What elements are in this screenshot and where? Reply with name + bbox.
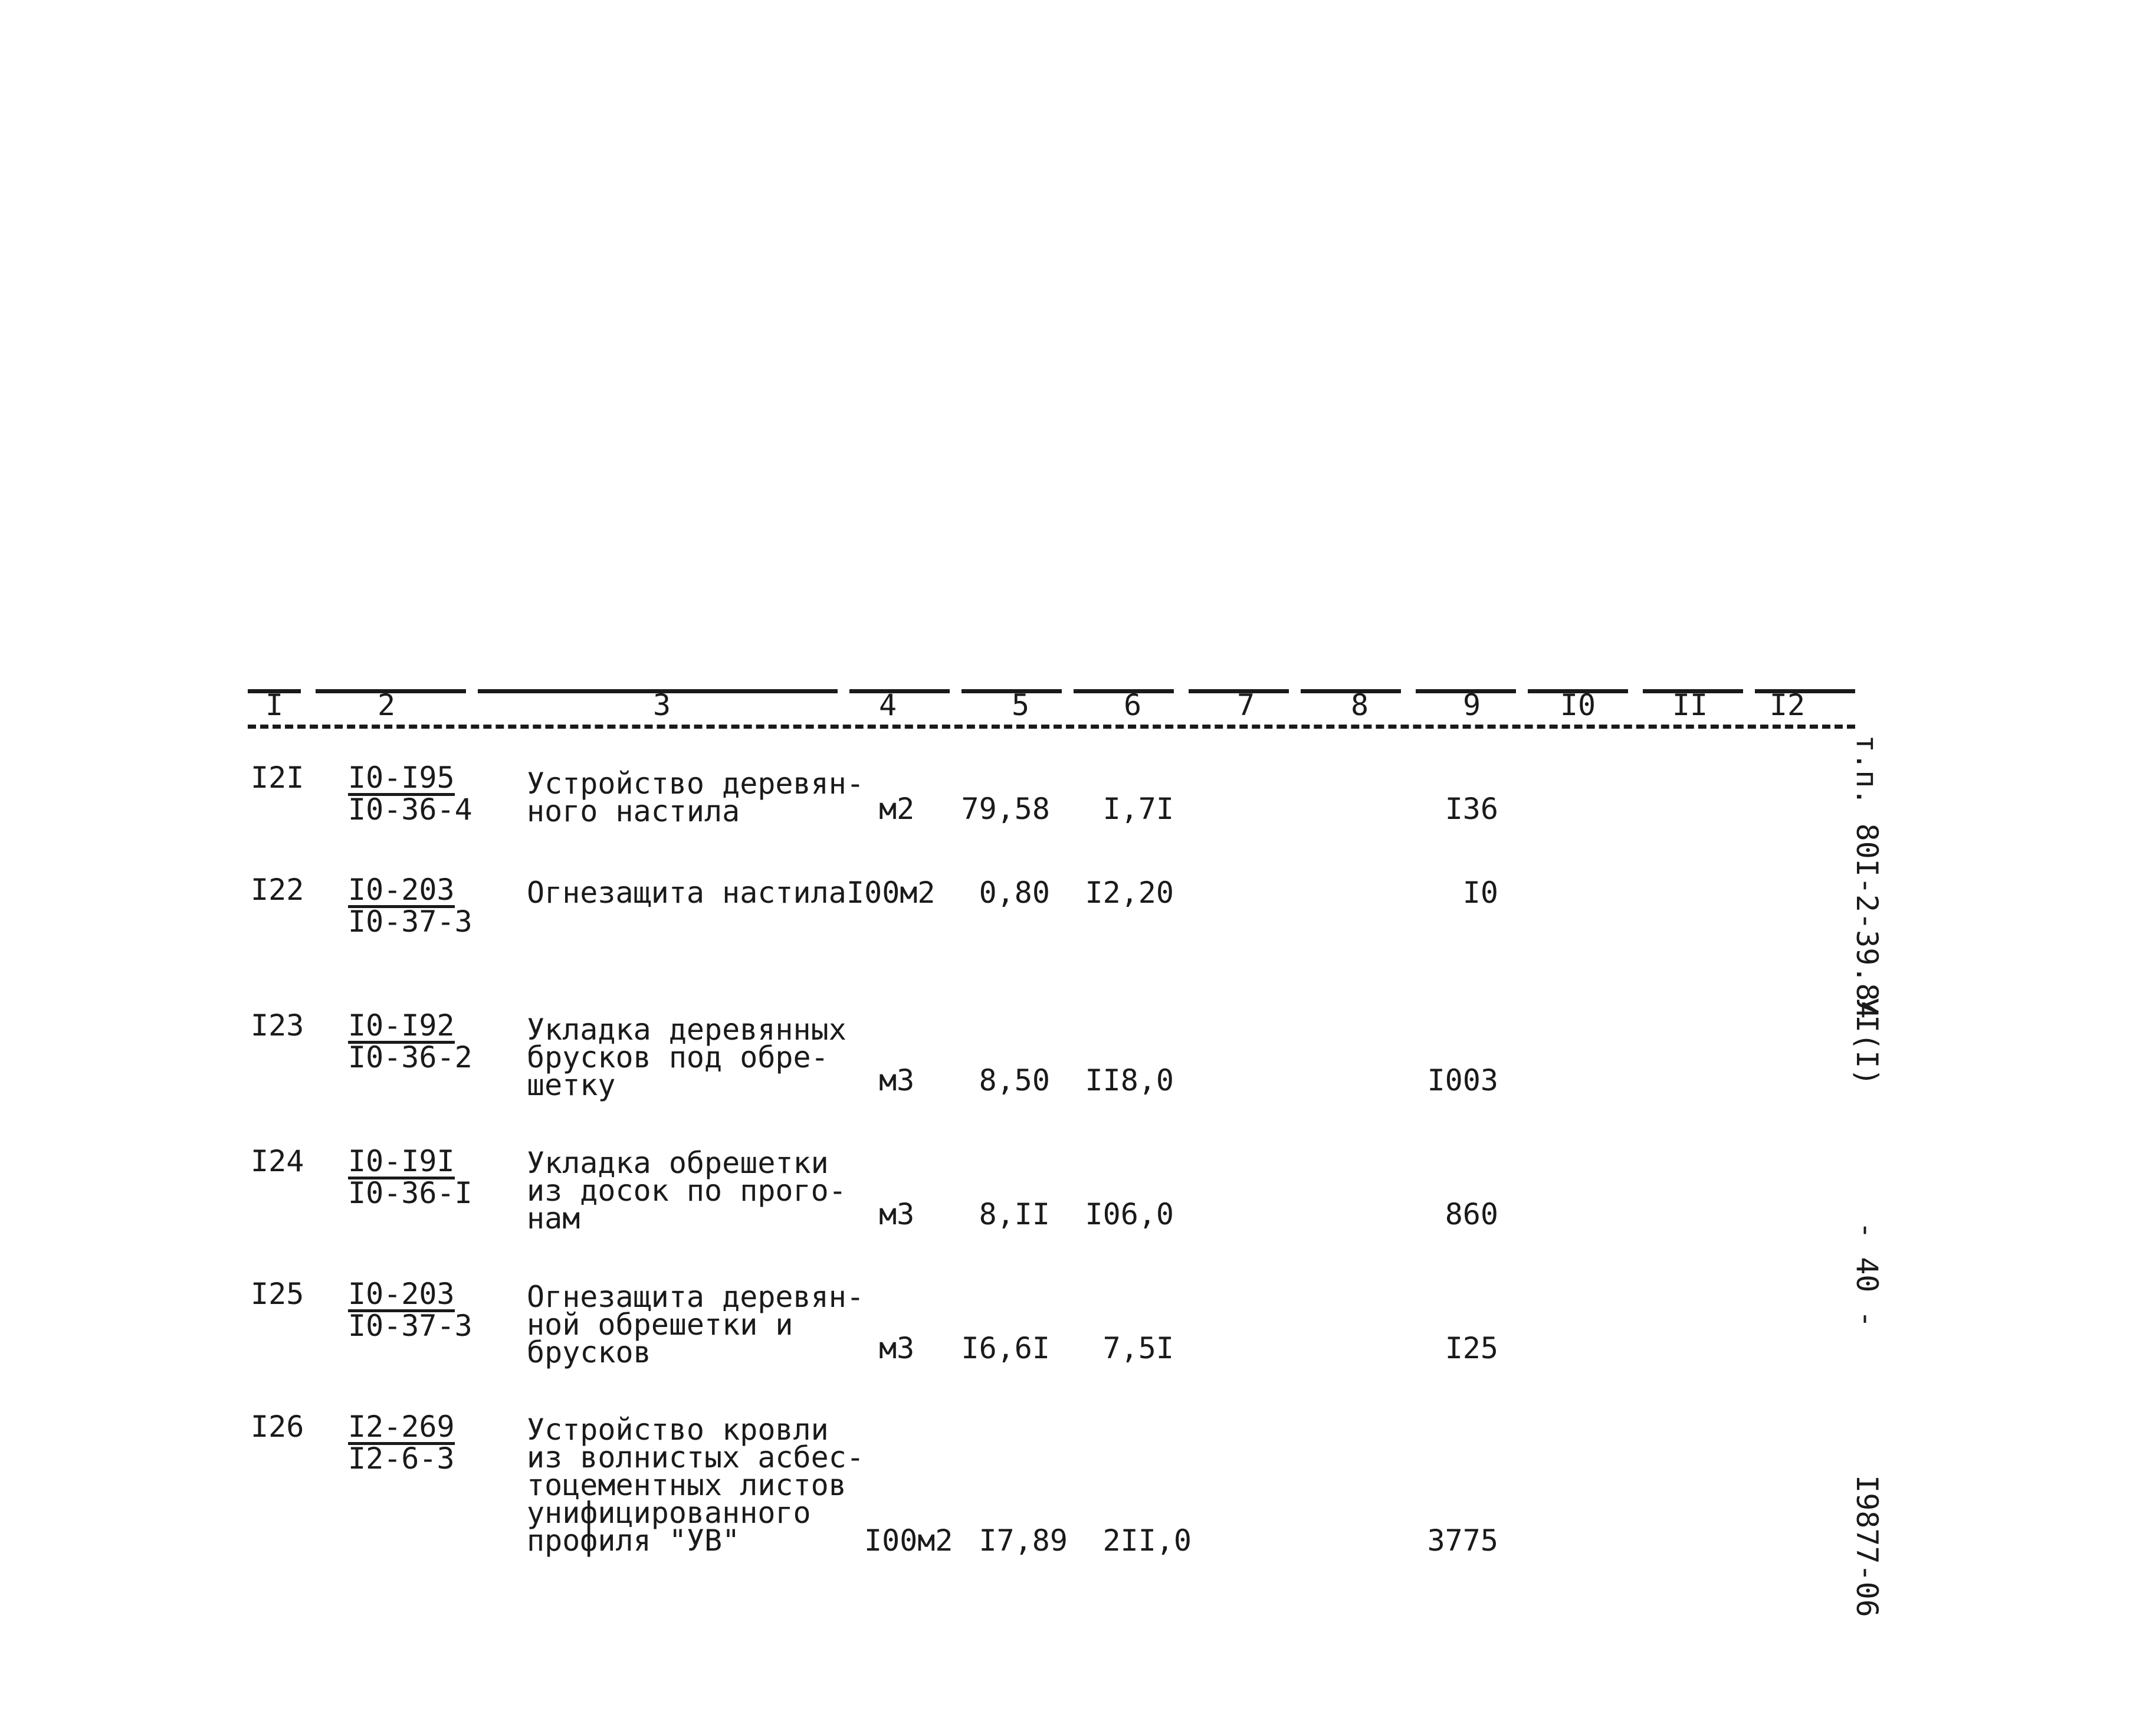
- quantity: I6,6I: [961, 1331, 1050, 1365]
- col-header-1: I: [265, 688, 284, 722]
- code-top: I0-I92: [348, 1008, 455, 1043]
- unit-cost: 2II,0: [1102, 1523, 1192, 1558]
- desc-line: из волнистых асбес-: [527, 1440, 864, 1474]
- desc-line: нам: [527, 1201, 580, 1236]
- total: I0: [1462, 876, 1498, 910]
- desc-line: брусков: [527, 1335, 651, 1369]
- work-description: [527, 1280, 864, 1369]
- code-top: I0-203: [348, 1277, 455, 1311]
- desc-line: Устройство деревян-: [527, 766, 864, 801]
- unit-cost: I06,0: [1085, 1197, 1174, 1231]
- code-top: I0-203: [348, 873, 455, 907]
- price-code: [348, 1410, 455, 1476]
- price-code: [348, 1277, 472, 1343]
- quantity: 8,50: [979, 1063, 1050, 1097]
- row-number: I24: [251, 1144, 304, 1178]
- col-header-11: II: [1672, 688, 1708, 722]
- desc-line: Огнезащита деревян-: [527, 1280, 864, 1314]
- row-number: I2I: [251, 761, 304, 795]
- code-top: I2-269: [348, 1410, 455, 1444]
- col-header-3: 3: [652, 688, 671, 722]
- document-number: I9877-06: [1850, 1475, 1884, 1617]
- code-top: I0-I95: [348, 761, 455, 795]
- unit-cost: II8,0: [1085, 1063, 1174, 1097]
- code-bottom: I0-37-3: [348, 1309, 472, 1343]
- desc-line: ного настила: [527, 794, 740, 828]
- desc-line: Устройство кровли: [527, 1413, 829, 1447]
- work-description: [527, 1413, 864, 1558]
- unit-cost: I,7I: [1102, 792, 1174, 826]
- total: I25: [1445, 1331, 1498, 1365]
- code-bottom: I0-37-3: [348, 905, 472, 939]
- code-bottom: I0-36-4: [348, 792, 472, 827]
- album-number: УI(I): [1850, 997, 1884, 1086]
- price-code: [348, 1008, 472, 1074]
- header-rule: [849, 689, 950, 693]
- col-header-2: 2: [377, 688, 396, 722]
- unit: м3: [879, 1197, 915, 1231]
- work-description: [527, 1146, 846, 1236]
- total: 3775: [1427, 1523, 1498, 1558]
- col-header-7: 7: [1236, 688, 1255, 722]
- col-header-9: 9: [1462, 688, 1481, 722]
- desc-line: профиля "УВ": [527, 1523, 740, 1558]
- row-number: I23: [251, 1008, 304, 1043]
- col-header-5: 5: [1011, 688, 1030, 722]
- price-code: [348, 1144, 472, 1210]
- work-description: [527, 1012, 846, 1102]
- desc-line: унифицированного: [527, 1496, 811, 1530]
- code-bottom: I0-36-I: [348, 1176, 472, 1210]
- desc-line: ной обрешетки и: [527, 1308, 793, 1342]
- desc-line: Укладка деревянных: [527, 1012, 846, 1047]
- page-number: - 40 -: [1850, 1221, 1884, 1328]
- code-bottom: I0-36-2: [348, 1040, 472, 1074]
- col-header-6: 6: [1123, 688, 1142, 722]
- row-number: I25: [251, 1277, 304, 1311]
- desc-line: брусков под обре-: [527, 1040, 829, 1074]
- work-description: [527, 876, 846, 910]
- unit: м3: [879, 1063, 915, 1097]
- unit-cost: I2,20: [1085, 876, 1174, 910]
- col-header-4: 4: [878, 688, 897, 722]
- price-code: [348, 761, 472, 827]
- unit: I00м2: [846, 876, 936, 910]
- total: 860: [1445, 1197, 1498, 1231]
- unit: м2: [879, 792, 915, 826]
- quantity: I7,89: [979, 1523, 1068, 1558]
- quantity: 8,II: [979, 1197, 1050, 1231]
- col-header-10: I0: [1560, 688, 1596, 722]
- unit: м3: [879, 1331, 915, 1365]
- quantity: 79,58: [961, 792, 1050, 826]
- code-top: I0-I9I: [348, 1144, 455, 1178]
- header-dashed-rule: [248, 725, 1855, 729]
- col-header-12: I2: [1769, 688, 1806, 722]
- work-description: [527, 766, 864, 828]
- row-number: I26: [251, 1410, 304, 1444]
- code-bottom: I2-6-3: [348, 1441, 455, 1476]
- desc-line: шетку: [527, 1068, 616, 1102]
- total: I003: [1427, 1063, 1498, 1097]
- quantity: 0,80: [979, 876, 1050, 910]
- row-number: I22: [251, 873, 304, 907]
- desc-line: тоцементных листов: [527, 1468, 846, 1502]
- col-header-8: 8: [1350, 688, 1369, 722]
- unit: I00м2: [864, 1523, 953, 1558]
- price-code: [348, 873, 472, 939]
- unit-cost: 7,5I: [1102, 1331, 1174, 1365]
- desc-line: Укладка обрешетки: [527, 1146, 829, 1180]
- desc-line: Огнезащита настила: [527, 876, 846, 910]
- desc-line: из досок по прого-: [527, 1174, 846, 1208]
- total: I36: [1445, 792, 1498, 826]
- project-code: т.п. 80I-2-39.84: [1850, 735, 1884, 1019]
